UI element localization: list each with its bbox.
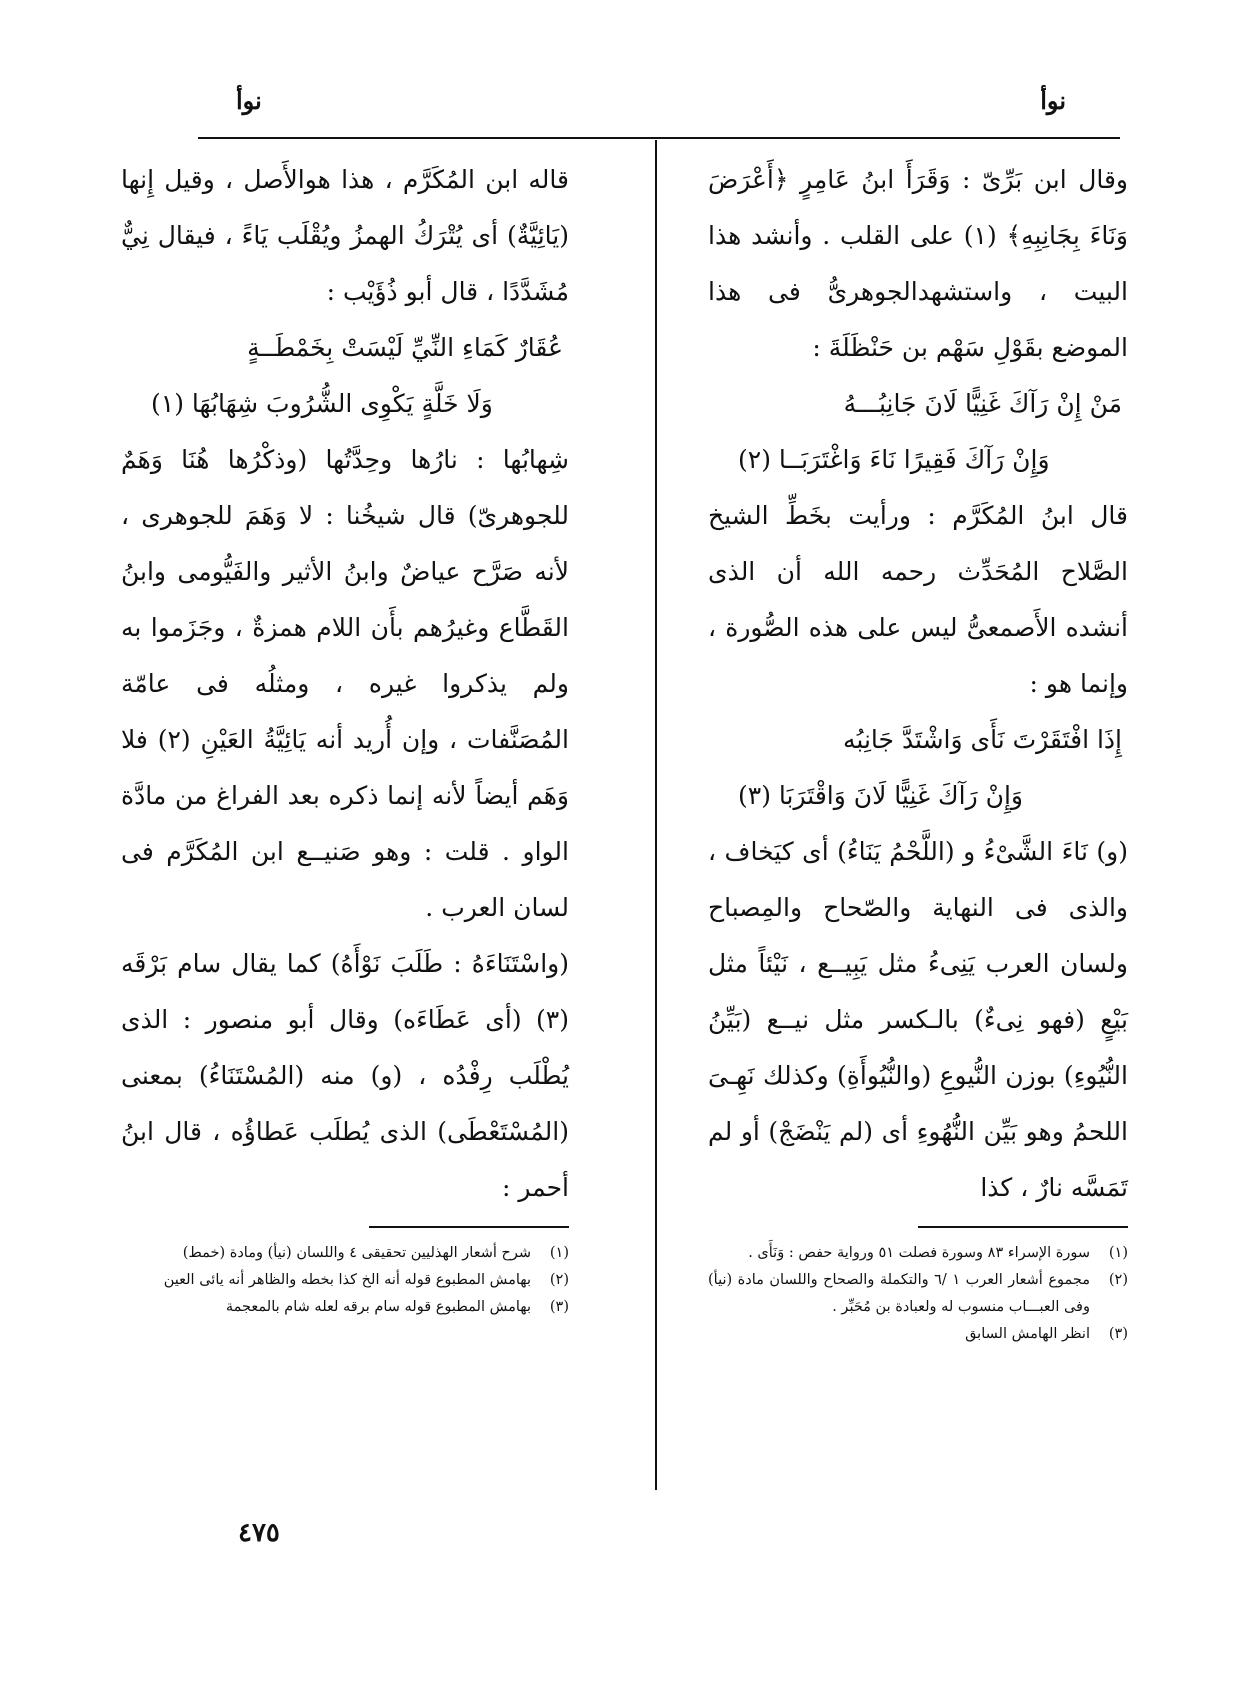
footnote [708, 1267, 1128, 1321]
running-header-left: نوأ [236, 86, 262, 115]
right-column [708, 152, 1128, 1348]
footnote-text: انظر الهامش السابق [965, 1326, 1090, 1342]
footnote-rule [918, 1226, 1128, 1228]
left-column-body [121, 152, 569, 1216]
verse-hemistich-first: مَنْ إِنْ رَآكَ غَنِيًّا لَانَ جَانِبُـــهُ [843, 389, 1122, 418]
left-verse-1 [121, 320, 569, 432]
left-paragraph-3: (واسْتَنَاءَهُ : طَلَبَ نَوْأَهُ) كما يقال سام بَرْقَه (٣) (أى عَطَاءَه) وقال أبو منصور : الذى يُطْلَب رِفْدُه ، (و) منه (المُسْتَنَاءُ) بمعنى (المُسْتَعْطَى) الذى يُطلَب عَطاؤُه ، قال ابنُ أحمر : [121, 949, 569, 1202]
footnote-text: بهامش المطبوع قوله سام برقه لعله شام بالمعجمة [225, 1299, 531, 1315]
footnote [708, 1240, 1128, 1267]
footnote-number: (٣) [1108, 1326, 1128, 1342]
footnote-number: (٢) [549, 1272, 569, 1288]
verse-hemistich-first: إِذَا افْتَقَرْتَ نَأَى وَاشْتَدَّ جَانِبُه [843, 725, 1122, 754]
header-rule [198, 137, 1120, 139]
footnote [708, 1321, 1128, 1348]
footnote-number: (٣) [549, 1299, 569, 1315]
footnote-rule [369, 1226, 569, 1228]
right-paragraph-1: وقال ابن بَرِّىّ : وَقَرَأَ ابنُ عَامِرٍ ﴿أَعْرَضَ وَنَاءَ بِجَانِبِهِ﴾ (١) على القلب . وأنشد هذا البيت ، واستشهدالجوهرىُّ فى هذا الموضع بقَوْلِ سَهْم بن حَنْظَلَةَ : [708, 165, 1128, 362]
right-paragraph-3: (و) نَاءَ الشَّىْءُ و (اللَّحْمُ يَنَاءُ) أى كيَخاف ، والذى فى النهاية والصّحاح والمِصباح ولسان العرب يَنِىءُ مثل يَبِيــع ، نَيْئاً مثل بَيْعٍ (فهو نِىءٌ) بالـكسر مثل نيــع (بَيِّنُ النُّيُوءِ) بوزن النُّيوعِ (والنُّيُوأَةِ) وكذلك نَهِـىَ اللحمُ وهو بَيِّن النُّهُوءِ أى (لم يَنْضَجْ) أو لم تَمَسَّه نارٌ ، كذا [708, 837, 1128, 1202]
running-header-right: نوأ [1040, 86, 1066, 115]
footnote-number: (١) [1108, 1245, 1128, 1261]
footnote-text: شرح أشعار الهذليين تحقيقى ٤ واللسان (نيأ) ومادة (خمط) [182, 1245, 531, 1261]
left-column [121, 152, 591, 1321]
left-paragraph-2: شِهابُها : نارُها وحِدَّتُها (وذكْرُها هُنَا وَهَمٌ للجوهرىّ) قال شيخُنا : لا وَهَمَ للجوهرى ، لأنه صَرَّح عياضٌ وابنُ الأثير والفَيُّومى وابنُ القَطَّاع وغيرُهم بأَن اللام همزةٌ ، وجَزَموا به ولم يذكروا غيره ، ومثلُه فى عامّة المُصَنَّفات ، وإن أُريد أنه يَائِيَّةُ العَيْنِ (٢) فلا وَهَم أيضاً لأنه إنما ذكره بعد الفراغ من مادَّة الواو . قلت : وهو صَنيــع ابن المُكَرَّم فى لسان العرب . [121, 445, 569, 922]
footnote [121, 1240, 569, 1267]
footnote-number: (١) [549, 1245, 569, 1261]
verse-hemistich-first: عُقَارٌ كَمَاءِ النِّيِّ لَيْسَتْ بِخَمْطَــةٍ [247, 333, 563, 362]
footnote-text: مجموع أشعار العرب ١ /٦ والتكملة والصحاح واللسان مادة (نيأ) وفى العبـــاب منسوب له ولعبادة بن مُحَبِّر . [708, 1272, 1090, 1315]
verse-hemistich-second: وَإِنْ رَآكَ فَقِيرًا نَاءَ وَاغْتَرَبَــا (٢) [738, 445, 1050, 474]
right-verse-2 [708, 712, 1128, 824]
page-number: ٤٧٥ [238, 1518, 280, 1548]
verse-hemistich-second: وَإِنْ رَآكَ غَنِيًّا لَانَ وَاقْتَرَبَا (٣) [738, 781, 1023, 810]
right-footnotes [708, 1240, 1128, 1348]
verse-hemistich-second: وَلَا خَلَّةٍ يَكْوِى الشُّرُوبَ شِهَابُهَا (١) [151, 389, 493, 418]
footnote [121, 1294, 569, 1321]
right-paragraph-2: قال ابنُ المُكَرَّم : ورأيت بخَطِّ الشيخ الصَّلاح المُحَدِّث رحمه الله أن الذى أنشده الأَصمعىُّ ليس على هذه الصُّورة ، وإنما هو : [708, 501, 1128, 698]
footnote [121, 1267, 569, 1294]
right-column-body [708, 152, 1128, 1216]
column-divider [655, 140, 657, 1490]
footnote-number: (٢) [1108, 1272, 1128, 1288]
footnote-text: سورة الإسراء ٨٣ وسورة فصلت ٥١ ورواية حفص : وَنَأَى . [748, 1245, 1090, 1261]
footnote-text: بهامش المطبوع قوله أنه الخ كذا بخطه والظاهر أنه يائى العين [163, 1272, 531, 1288]
left-footnotes [121, 1240, 569, 1321]
right-verse-1 [708, 376, 1128, 488]
left-paragraph-1: قاله ابن المُكَرَّم ، هذا هوالأَصل ، وقيل إِنها (يَائِيَّةٌ) أى يُتْرَكُ الهمزُ ويُقْلَب يَاءً ، فيقال نِيٌّ مُشَدَّدًا ، قال أبو ذُؤَيْب : [121, 165, 569, 306]
